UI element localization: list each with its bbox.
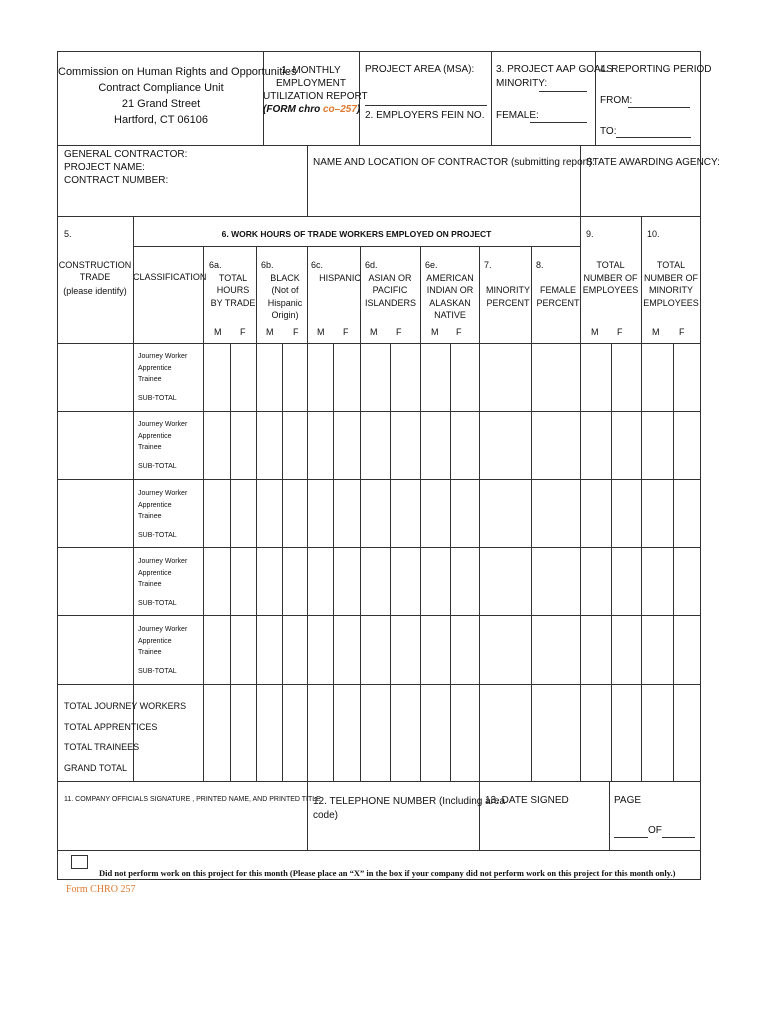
col9-header: TOTAL NUMBER OF EMPLOYEES bbox=[582, 260, 639, 295]
gender-f-label: F bbox=[293, 327, 299, 337]
project-area-label: PROJECT AREA (MSA): bbox=[365, 64, 475, 75]
of-label: OF bbox=[648, 825, 662, 836]
divider bbox=[479, 246, 480, 781]
role-journey-worker: Journey Worker bbox=[138, 421, 188, 428]
state-awarding-agency-label: STATE AWARDING AGENCY: bbox=[586, 157, 720, 168]
divider bbox=[57, 684, 701, 685]
employers-fein-label: 2. EMPLOYERS FEIN NO. bbox=[365, 110, 485, 121]
divider bbox=[333, 343, 334, 781]
divider bbox=[203, 246, 204, 781]
role-trainee: Trainee bbox=[138, 376, 162, 383]
form-footer-label: Form CHRO 257 bbox=[66, 884, 136, 895]
subtotal-label: SUB-TOTAL bbox=[138, 395, 177, 402]
role-apprentice: Apprentice bbox=[138, 637, 172, 645]
col6e-header: 6e. AMERICAN INDIAN OR ALASKAN NATIVE bbox=[425, 260, 474, 320]
divider bbox=[57, 547, 701, 548]
divider bbox=[57, 781, 701, 782]
divider bbox=[282, 343, 283, 781]
gender-m-label: M bbox=[266, 327, 274, 337]
grand-total-label: GRAND TOTAL bbox=[64, 762, 128, 773]
col6d-header: 6d. ASIAN OR PACIFIC ISLANDERS bbox=[365, 260, 417, 308]
form-title: 1. MONTHLY EMPLOYMENT UTILIZATION REPORT (FORM chro co–257) bbox=[263, 65, 368, 115]
col8-header: 8. FEMALE PERCENT bbox=[536, 260, 580, 308]
gender-m-label: M bbox=[591, 327, 599, 337]
contract-number-label: CONTRACT NUMBER: bbox=[64, 175, 169, 186]
female-goal-field[interactable] bbox=[530, 122, 587, 123]
role-apprentice: Apprentice bbox=[138, 569, 172, 577]
divider bbox=[57, 615, 701, 616]
divider bbox=[611, 343, 612, 781]
classification-header: CLASSIFICATION bbox=[133, 272, 207, 282]
date-signed-label: 13. DATE SIGNED bbox=[485, 795, 569, 806]
page-number-field[interactable] bbox=[614, 837, 648, 838]
gender-f-label: F bbox=[456, 327, 462, 337]
divider bbox=[307, 145, 308, 216]
divider bbox=[491, 51, 492, 145]
gender-m-label: M bbox=[652, 327, 660, 337]
role-journey-worker: Journey Worker bbox=[138, 558, 188, 565]
divider bbox=[133, 246, 580, 247]
general-contractor-label: GENERAL CONTRACTOR: bbox=[64, 149, 188, 160]
construction-trade-header: CONSTRUCTION TRADE (please identify) bbox=[58, 260, 132, 296]
role-trainee: Trainee bbox=[138, 444, 162, 451]
subtotal-label: SUB-TOTAL bbox=[138, 600, 177, 607]
divider bbox=[57, 343, 701, 344]
female-goal-label: FEMALE: bbox=[496, 110, 539, 121]
divider bbox=[230, 343, 231, 781]
minority-goal-field[interactable] bbox=[539, 91, 587, 92]
divider bbox=[450, 343, 451, 781]
project-name-label: PROJECT NAME: bbox=[64, 162, 145, 173]
subtotal-label: SUB-TOTAL bbox=[138, 532, 177, 539]
col6c-header: 6c. HISPANIC bbox=[311, 260, 361, 283]
divider bbox=[57, 411, 701, 412]
divider bbox=[580, 145, 581, 343]
no-work-checkbox[interactable] bbox=[71, 855, 88, 869]
role-journey-worker: Journey Worker bbox=[138, 626, 188, 633]
gender-f-label: F bbox=[396, 327, 402, 337]
gender-f-label: F bbox=[679, 327, 685, 337]
subtotal-label: SUB-TOTAL bbox=[138, 463, 177, 470]
divider bbox=[609, 781, 610, 850]
from-date-field[interactable] bbox=[628, 107, 690, 108]
gender-m-label: M bbox=[317, 327, 325, 337]
role-journey-worker: Journey Worker bbox=[138, 353, 188, 360]
gender-m-label: M bbox=[370, 327, 378, 337]
role-trainee: Trainee bbox=[138, 581, 162, 588]
divider bbox=[256, 246, 257, 781]
divider bbox=[307, 781, 308, 850]
divider bbox=[420, 246, 421, 781]
gender-m-label: M bbox=[431, 327, 439, 337]
col9-number: 9. bbox=[586, 229, 594, 239]
col10-header: TOTAL NUMBER OF MINORITY EMPLOYEES bbox=[643, 260, 699, 308]
role-apprentice: Apprentice bbox=[138, 432, 172, 440]
divider bbox=[57, 145, 701, 146]
role-apprentice: Apprentice bbox=[138, 501, 172, 509]
total-apprentices-label: TOTAL APPRENTICES bbox=[64, 721, 158, 732]
role-trainee: Trainee bbox=[138, 649, 162, 656]
col5-number: 5. bbox=[64, 229, 72, 239]
col7-header: 7. MINORITY PERCENT bbox=[484, 260, 530, 308]
divider bbox=[673, 343, 674, 781]
section6-title: 6. WORK HOURS OF TRADE WORKERS EMPLOYED ON PROJECT bbox=[221, 229, 492, 239]
divider bbox=[57, 850, 701, 851]
gender-m-label: M bbox=[214, 327, 222, 337]
telephone-label: 12. TELEPHONE NUMBER (Including area code) bbox=[313, 796, 506, 821]
reporting-period-label: 4. REPORTING PERIOD bbox=[600, 64, 712, 75]
aap-goals-label: 3. PROJECT AAP GOALS bbox=[496, 64, 613, 75]
divider bbox=[641, 216, 642, 781]
divider bbox=[580, 343, 581, 781]
col10-number: 10. bbox=[647, 229, 660, 239]
minority-goal-label: MINORITY: bbox=[496, 78, 548, 89]
project-area-field[interactable] bbox=[365, 105, 487, 106]
role-apprentice: Apprentice bbox=[138, 364, 172, 372]
total-journey-workers-label: TOTAL JOURNEY WORKERS bbox=[64, 701, 187, 711]
no-work-statement: Did not perform work on this project for this month (Please place an “X” in the box if your company did not perform work on this project for this month only.) bbox=[99, 868, 676, 878]
signature-label: 11. COMPANY OFFICIALS SIGNATURE , PRINTED NAME, AND PRINTED TITLE bbox=[64, 796, 321, 803]
col6b-header: 6b. BLACK (Not of Hispanic Origin) bbox=[261, 260, 303, 320]
page-label: PAGE bbox=[614, 795, 642, 806]
contractor-name-location-label: NAME AND LOCATION OF CONTRACTOR (submitting report): bbox=[313, 157, 595, 168]
gender-f-label: F bbox=[617, 327, 623, 337]
divider bbox=[531, 246, 532, 781]
contractor-info-labels bbox=[64, 148, 187, 187]
from-label: FROM: bbox=[600, 95, 633, 106]
col6a-header: 6a. TOTAL HOURS BY TRADE bbox=[209, 260, 256, 308]
gender-f-label: F bbox=[240, 327, 246, 337]
to-date-field[interactable] bbox=[616, 137, 691, 138]
divider bbox=[57, 479, 701, 480]
to-label: TO: bbox=[600, 126, 617, 137]
role-trainee: Trainee bbox=[138, 513, 162, 520]
subtotal-label: SUB-TOTAL bbox=[138, 668, 177, 675]
divider bbox=[360, 246, 361, 781]
agency-address: Commission on Human Rights and Opportunities Contract Compliance Unit 21 Grand Street Hartford, CT 06106 bbox=[58, 66, 297, 126]
gender-f-label: F bbox=[343, 327, 349, 337]
divider bbox=[57, 216, 701, 217]
page-total-field[interactable] bbox=[662, 837, 695, 838]
role-journey-worker: Journey Worker bbox=[138, 490, 188, 497]
divider bbox=[307, 246, 308, 781]
totals-labels bbox=[64, 696, 186, 778]
total-trainees-label: TOTAL TRAINEES bbox=[64, 742, 140, 752]
divider bbox=[390, 343, 391, 781]
